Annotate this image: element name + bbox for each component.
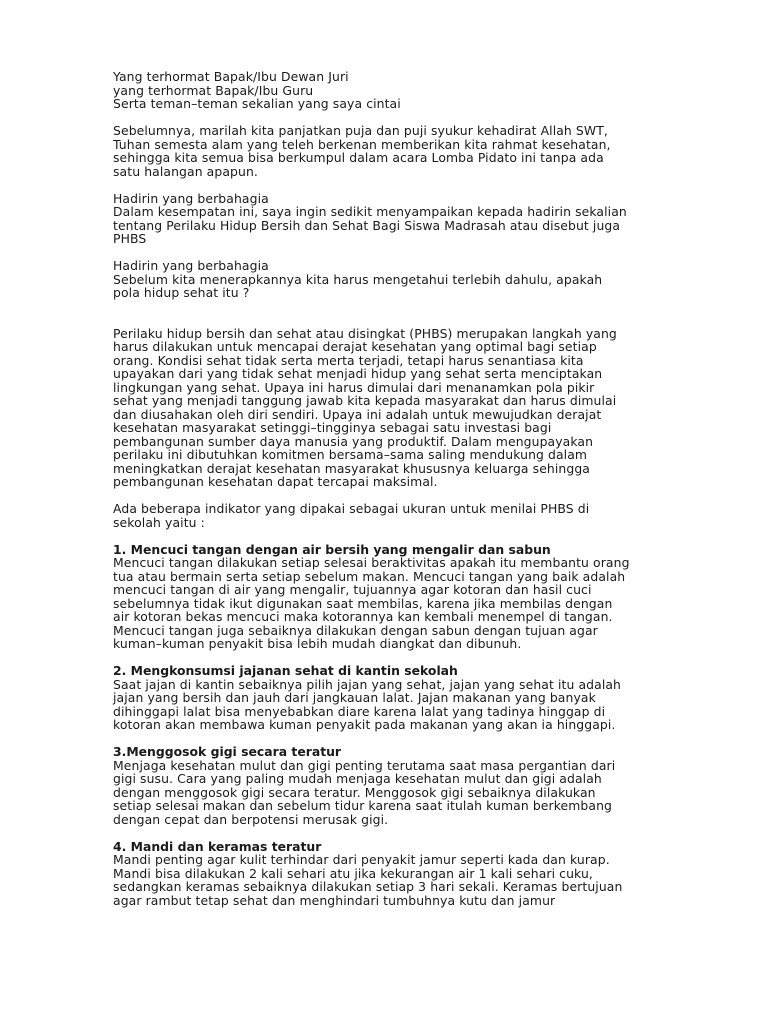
text-line: air kotoran bekas mencuci maka kotorannya kan kembali menempel di tangan.	[113, 609, 613, 624]
section-heading: 2. Mengkonsumsi jajanan sehat di kantin sekolah	[113, 663, 458, 678]
text-line: sehingga kita semua bisa berkumpul dalam acara Lomba Pidato ini tanpa ada	[113, 150, 604, 165]
text-line: dengan menggosok gigi secara teratur. Menggosok gigi sebaiknya dilakukan	[113, 784, 596, 800]
text-line: yang terhormat Bapak/Ibu Guru	[113, 82, 314, 98]
text-line: sedangkan keramas sebaiknya dilakukan setiap 3 hari sekali. Keramas bertujuan	[113, 879, 623, 894]
section-4	[113, 840, 658, 908]
text-line: Sebelum kita menerapkannya kita harus mengetahui terlebih dahulu, apakah	[113, 271, 603, 287]
text-line: kesehatan masyarakat setinggi–tingginya sebagai satu investasi bagi	[113, 420, 552, 435]
greeting-block	[113, 70, 658, 111]
text-line: satu halangan apapun.	[113, 163, 258, 179]
text-line: pembangunan sumber daya manusia yang produktif. Dalam mengupayakan	[113, 433, 594, 449]
text-line: dihinggapi lalat bisa menyebabkan diare karena lalat yang tadinya hinggap di	[113, 703, 606, 719]
text-line: jajan yang bersih dan jauh dari jangkauan lalat. Jajan makanan yang banyak	[113, 690, 596, 705]
section-2	[113, 664, 658, 732]
intro-paragraph	[113, 124, 658, 178]
document-page	[113, 70, 658, 921]
paragraph-2	[113, 259, 658, 300]
text-line: meningkatkan derajat kesehatan masyarakat khususnya keluarga sehingga	[113, 460, 590, 476]
text-line: perilaku ini dibutuhkan komitmen bersama–sama saling mendukung dalam	[113, 447, 588, 462]
text-line: tua atau bermain serta setiap sebelum makan. Mencuci tangan yang baik adalah	[113, 568, 626, 584]
section-1	[113, 543, 658, 651]
text-line: gigi susu. Cara yang paling mudah menjaga kesehatan mulut dan gigi adalah	[113, 771, 602, 786]
text-line: dengan cepat dan berpotensi merusak gigi.	[113, 811, 389, 827]
text-line: kotoran akan membawa kuman penyakit pada makanan yang akan ia hinggapi.	[113, 717, 616, 732]
text-line: kuman–kuman penyakit bisa lebih mudah diangkat dan dibunuh.	[113, 636, 522, 651]
text-line: Ada beberapa indikator yang dipakai sebagai ukuran untuk menilai PHBS di	[113, 501, 590, 516]
paragraph-3	[113, 327, 658, 489]
text-line: upayakan dari yang tidak sehat menjadi hidup yang sehat serta menciptakan	[113, 366, 603, 381]
text-line: harus dilakukan untuk mencapai derajat kesehatan yang optimal bagi setiap	[113, 339, 597, 354]
text-line: mencuci tangan di air yang mengalir, tujuannya agar kotoran dan hasil cuci	[113, 582, 592, 597]
text-line: Mandi bisa dilakukan 2 kali sehari atu jika kekurangan air 1 kali sehari cuku,	[113, 865, 593, 881]
section-heading: 3.Menggosok gigi secara teratur	[113, 744, 342, 759]
text-line: orang. Kondisi sehat tidak serta merta terjadi, tetapi harus senantiasa kita	[113, 352, 584, 368]
section-3	[113, 745, 658, 826]
text-line: Yang terhormat Bapak/Ibu Dewan Juri	[113, 69, 349, 84]
paragraph-1	[113, 192, 658, 246]
text-line: sehat yang menjadi tanggung jawab kita kepada masyarakat dan harus dimulai	[113, 393, 617, 408]
text-line: Mencuci tangan dilakukan setiap selesai beraktivitas apakah itu membantu orang	[113, 555, 630, 570]
text-line: Mandi penting agar kulit terhindar dari penyakit jamur seperti kada dan kurap.	[113, 852, 610, 867]
text-line: Saat jajan di kantin sebaiknya pilih jajan yang sehat, jajan yang sehat itu adalah	[113, 676, 622, 692]
text-line: lingkungan yang sehat. Upaya ini harus dimulai dari menanamkan pola pikir	[113, 379, 595, 395]
text-line: Tuhan semesta alam yang teleh berkenan memberikan kita rahmat kesehatan,	[113, 136, 611, 152]
text-line: Perilaku hidup bersih dan sehat atau disingkat (PHBS) merupakan langkah yang	[113, 325, 617, 341]
text-line: pembangunan kesehatan dapat tercapai maksimal.	[113, 474, 438, 489]
text-line: PHBS	[113, 231, 147, 246]
text-line: setiap selesai makan dan sebelum tidur karena saat itulah kuman berkembang	[113, 798, 613, 813]
text-line: Hadirin yang berbahagia	[113, 190, 269, 206]
text-line: Hadirin yang berbahagia	[113, 258, 269, 273]
section-heading: 4. Mandi dan keramas teratur	[113, 838, 322, 854]
text-line: agar rambut tetap sehat dan menghindari tumbuhnya kutu dan jamur	[113, 892, 556, 908]
text-line: Menjaga kesehatan mulut dan gigi penting terutama saat masa pergantian dari	[113, 757, 616, 773]
text-line: Serta teman–teman sekalian yang saya cintai	[113, 96, 401, 111]
text-line: sebelumnya tidak ikut digunakan saat membilas, karena jika membilas dengan	[113, 595, 613, 611]
section-heading: 1. Mencuci tangan dengan air bersih yang mengalir dan sabun	[113, 541, 551, 557]
text-line: pola hidup sehat itu ?	[113, 285, 250, 300]
text-line: Mencuci tangan juga sebaiknya dilakukan dengan sabun dengan tujuan agar	[113, 622, 598, 638]
paragraph-4	[113, 502, 658, 529]
text-line: sekolah yaitu :	[113, 514, 205, 530]
text-line: tentang Perilaku Hidup Bersih dan Sehat Bagi Siswa Madrasah atau disebut juga	[113, 217, 621, 233]
text-line: dan diusahakan oleh diri sendiri. Upaya ini adalah untuk mewujudkan derajat	[113, 406, 602, 422]
text-line: Sebelumnya, marilah kita panjatkan puja dan puji syukur kehadirat Allah SWT,	[113, 123, 608, 138]
text-line: Dalam kesempatan ini, saya ingin sedikit menyampaikan kepada hadirin sekalian	[113, 204, 627, 219]
